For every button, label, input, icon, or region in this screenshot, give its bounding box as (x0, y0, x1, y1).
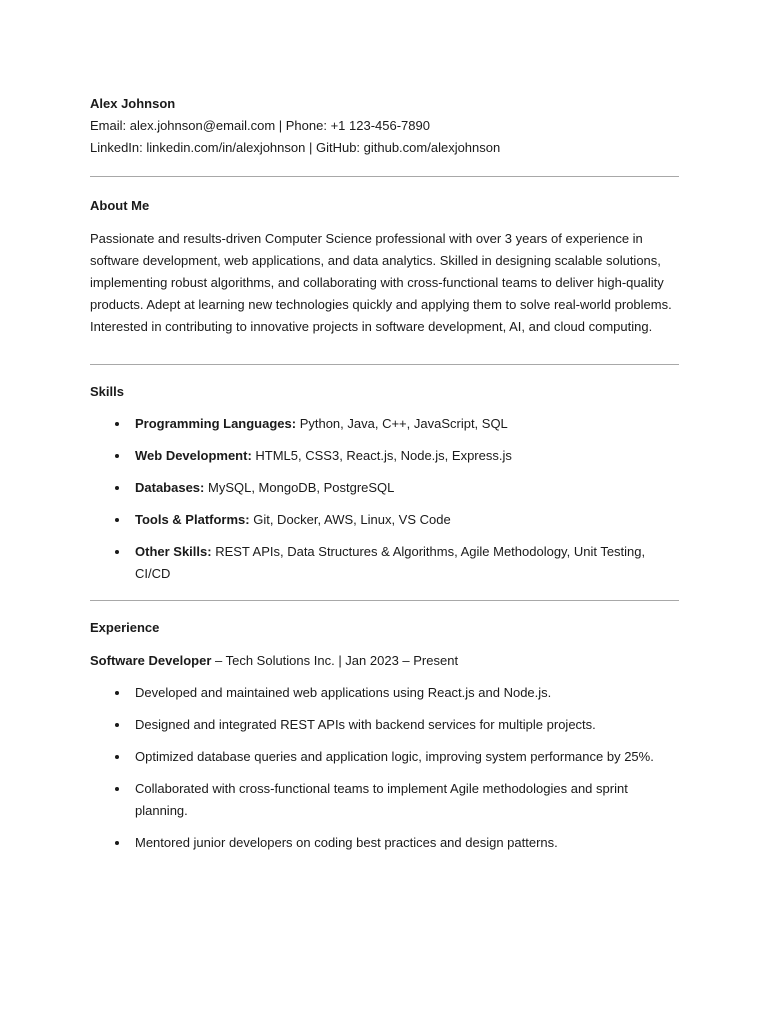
contact-line-email-phone: Email: alex.johnson@email.com | Phone: +1 123-456-7890 (90, 118, 430, 133)
job-title: Software Developer (90, 653, 212, 668)
skill-item (90, 445, 679, 467)
divider-rule (90, 176, 679, 177)
experience-item: Developed and maintained web applications using React.js and Node.js. (90, 682, 679, 704)
resume-page (90, 93, 679, 864)
divider-rule (90, 600, 679, 601)
skill-label: Tools & Platforms: (135, 512, 250, 527)
skill-item (90, 477, 679, 499)
skill-item (90, 509, 679, 531)
experience-item: Optimized database queries and application logic, improving system performance by 25%. (90, 746, 679, 768)
skill-item (90, 413, 679, 435)
experience-section-title: Experience (90, 620, 160, 635)
skill-value: Python, Java, C++, JavaScript, SQL (296, 416, 508, 431)
experience-item: Collaborated with cross-functional teams to implement Agile methodologies and sprint planning. (90, 778, 679, 822)
about-section-title: About Me (90, 198, 150, 213)
skill-value: HTML5, CSS3, React.js, Node.js, Express.js (251, 448, 512, 463)
skill-item (90, 541, 679, 585)
divider-rule (90, 364, 679, 365)
skill-value: Git, Docker, AWS, Linux, VS Code (249, 512, 451, 527)
job-details: – Tech Solutions Inc. | Jan 2023 – Present (211, 653, 459, 668)
resume-header (90, 93, 679, 159)
skill-label: Other Skills: (135, 544, 212, 559)
skills-list (90, 413, 679, 585)
skill-value: MySQL, MongoDB, PostgreSQL (204, 480, 395, 495)
experience-section (90, 617, 679, 854)
about-paragraph: Passionate and results-driven Computer Science professional with over 3 years of experience in software development, web applications, and data analytics. Skilled in designing scalable solutions, implementing robust algorithms, and collaborating with cross-functional teams to deliver high-quality products. Adept at learning new technologies quickly and applying them to solve real-world problems. Interested in contributing to innovative projects in software development, AI, and cloud computing. (90, 231, 672, 334)
job-line (90, 650, 679, 672)
skills-section-title: Skills (90, 384, 124, 399)
skills-section (90, 381, 679, 585)
skill-label: Databases: (135, 480, 205, 495)
skill-label: Web Development: (135, 448, 252, 463)
skill-label: Programming Languages: (135, 416, 297, 431)
skill-value: REST APIs, Data Structures & Algorithms, Agile Methodology, Unit Testing, CI/CD (135, 544, 646, 581)
about-section (90, 195, 679, 338)
contact-line-links: LinkedIn: linkedin.com/in/alexjohnson | GitHub: github.com/alexjohnson (90, 140, 501, 155)
experience-list (90, 682, 679, 854)
experience-item: Designed and integrated REST APIs with backend services for multiple projects. (90, 714, 679, 736)
experience-item: Mentored junior developers on coding best practices and design patterns. (90, 832, 679, 854)
candidate-name: Alex Johnson (90, 96, 176, 111)
